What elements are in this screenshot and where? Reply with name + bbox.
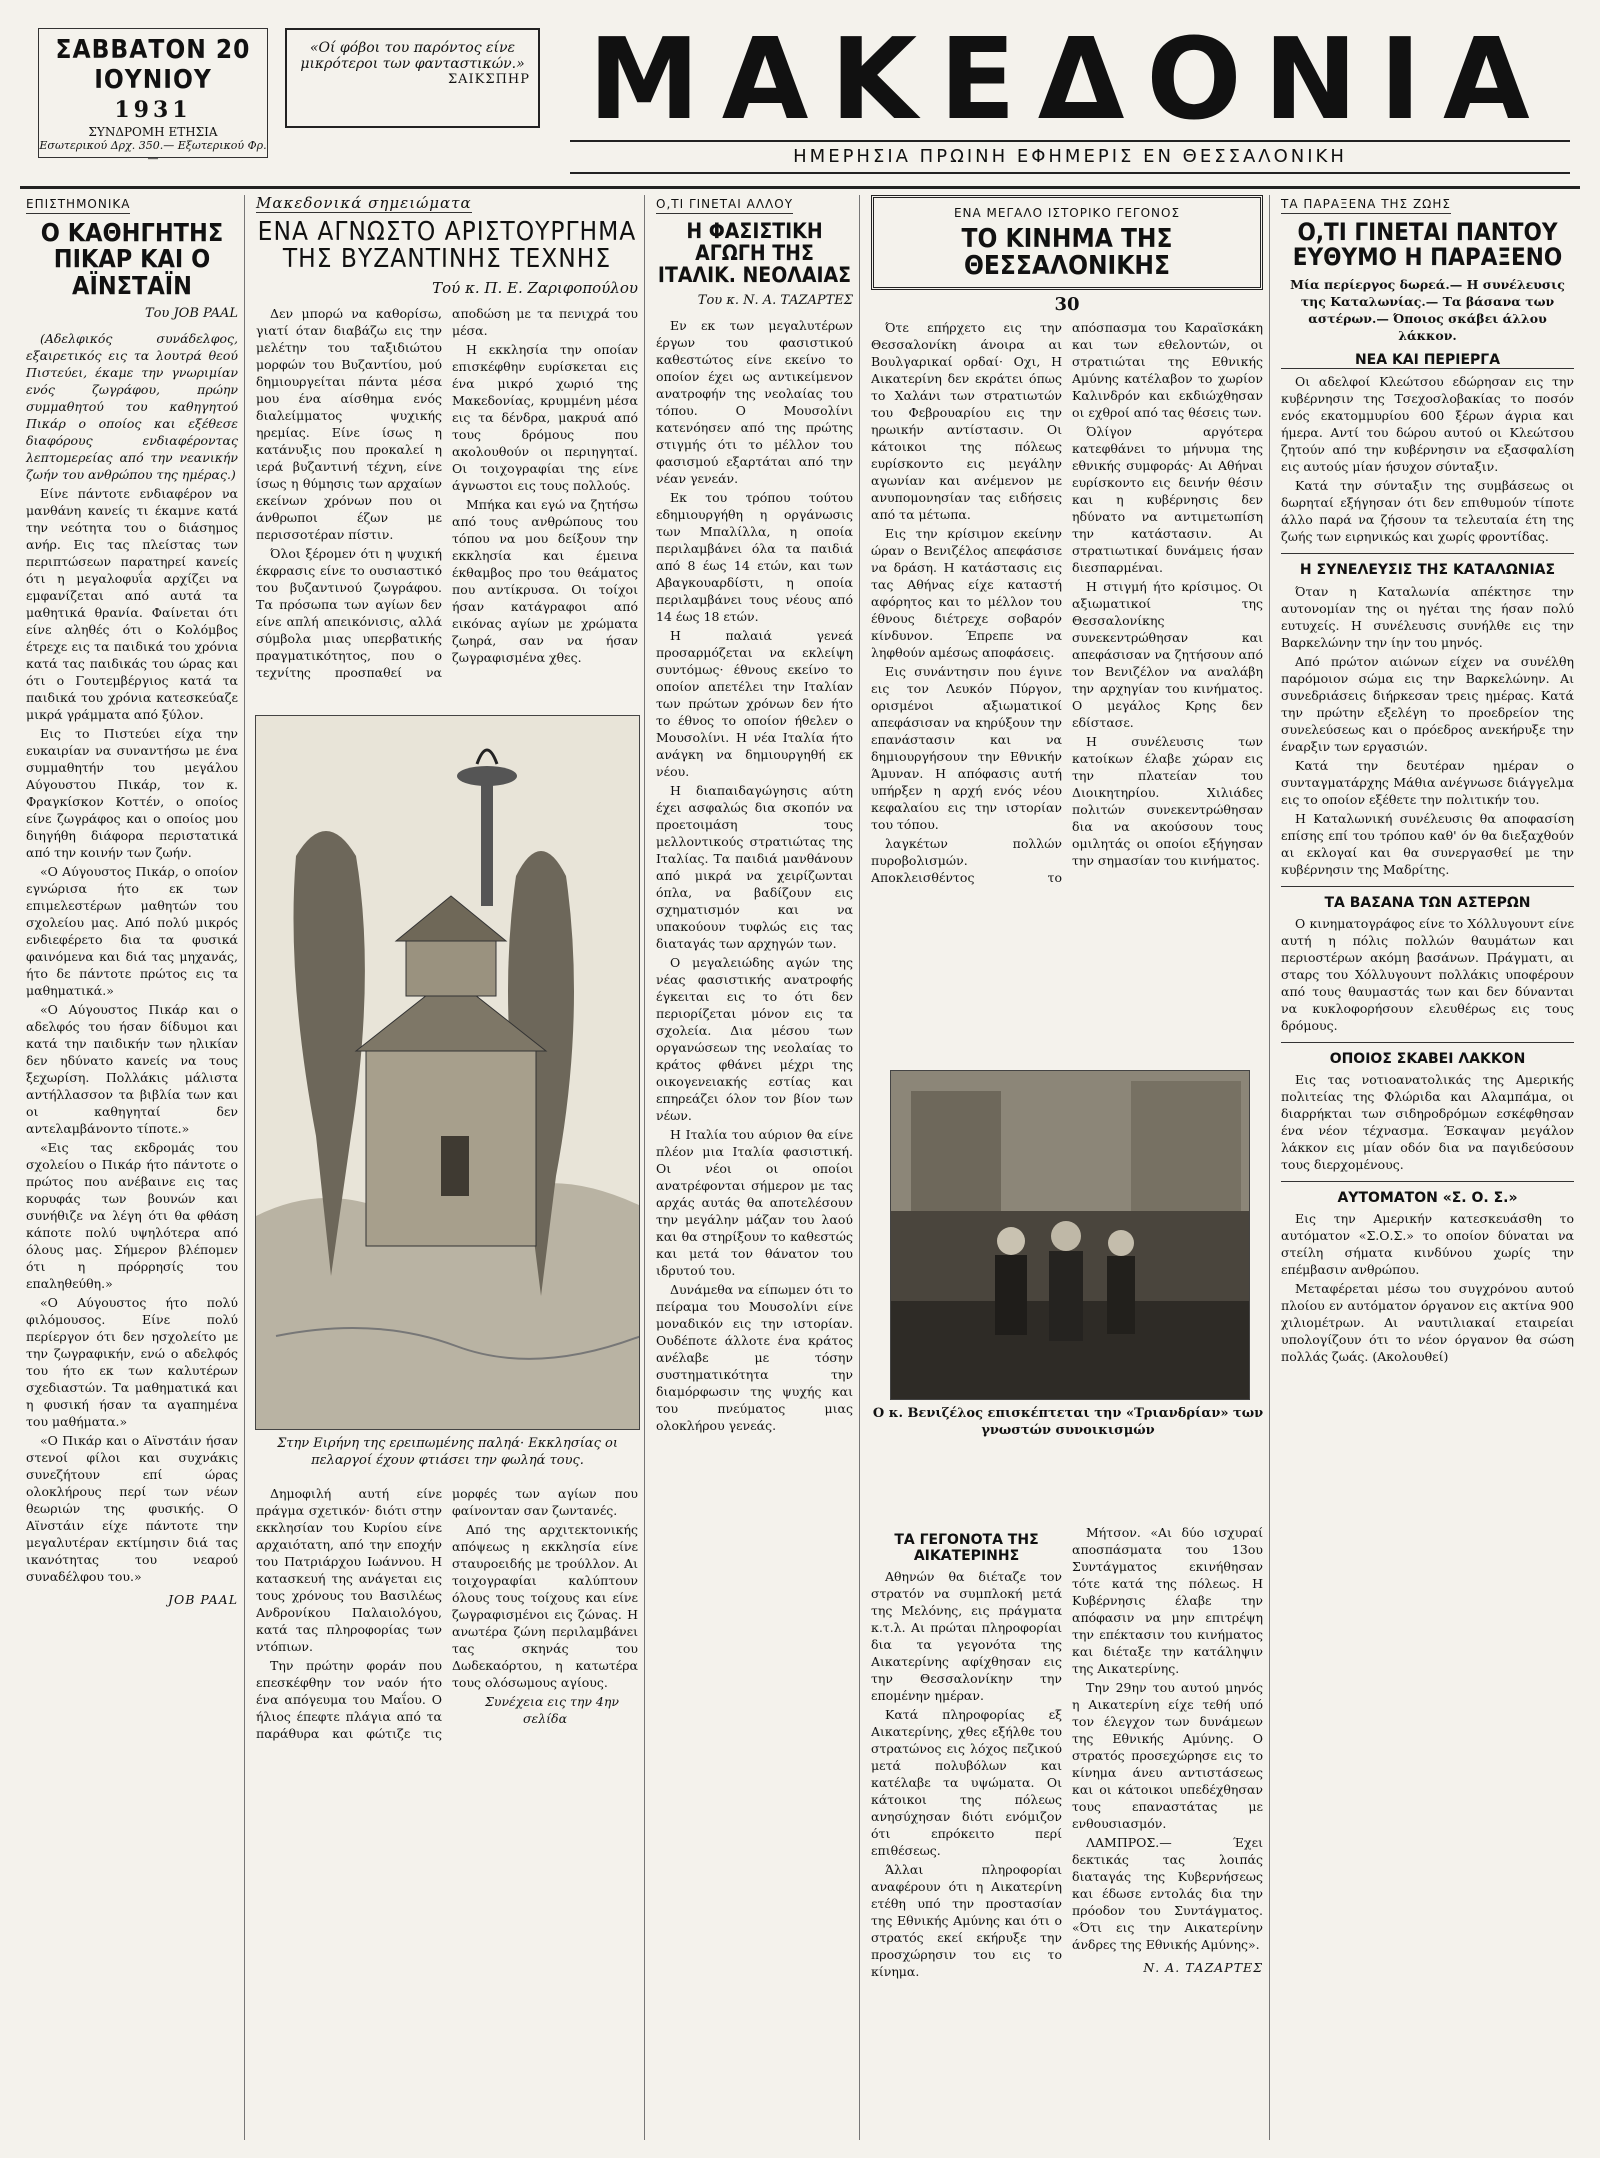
article-paragraph: Την 29ην του αυτού μηνός η Αικατερίνη είχε τεθή υπό τον έλεγχον των δυνάμεων της Εθνικής Αμύνης. Ο στρατός προσεχώρησε εις το κίνημα άνευ αντιστάσεως και οι κάτοικοι υπεδέχθησαν τους επαναστάτας με ενθουσιασμόν. [1072,1679,1263,1831]
section-kicker: Μακεδονικά σημειώματα [256,195,472,212]
newspaper-subtitle: ΗΜΕΡΗΣΙΑ ΠΡΩΙΝΗ ΕΦΗΜΕΡΙΣ ΕΝ ΘΕΣΣΑΛΟΝΙΚΗ [570,140,1570,174]
article-headline: Η ΦΑΣΙΣΤΙΚΗ ΑΓΩΓΗ ΤΗΣ ΙΤΑΛΙΚ. ΝΕΟΛΑΙΑΣ [657,219,852,288]
section-subhead: ΤΑ ΒΑΣΑΝΑ ΤΩΝ ΑΣΤΕΡΩΝ [1324,894,1531,911]
section-subhead: Η ΣΥΝΕΛΕΥΣΙΣ ΤΗΣ ΚΑΤΑΛΩΝΙΑΣ [1299,562,1556,579]
masthead-quote: «Οί φόβοι του παρόντος είνε μικρότεροι των φανταστικών.» [300,40,525,72]
section-subhead: ΤΑ ΓΕΓΟΝΟΤΑ ΤΗΣ ΑΙΚΑΤΕΡΙΝΗΣ [894,1531,1039,1564]
article-signature: Ν. Α. ΤΑΖΑΡΤΕΣ [1143,1959,1263,1975]
article-paragraph: Εις τας νοτιοανατολικάς της Αμερικής πολιτείας της Φλώριδα και Αλαμπάμα, οι διαρρήκται των σιδηροδρόμων εσκέφθησαν ένα νέον τέχνασμα. Έσκαψαν μεγάλον λάκκον εις μίαν οδόν δια να παγιδεύσουν τους διερχομένους. [1281,1071,1574,1172]
article-byline: Τού κ. Π. Ε. Ζαριφοπούλου [432,278,638,297]
article-paragraph: Η συνέλευσις των κατοίκων έλαβε χώραν εις την πλατείαν του Διοικητηρίου. Χιλιάδες πολιτών συνεκεντρώθησαν δια να ακούσουν τους ομιλητάς οι οποίοι εξήγησαν την σημασίαν του κινήματος. [1072,733,1263,868]
photo-figures-icon [891,1071,1250,1400]
article-paragraph: Η Καταλωνική συνέλευσις θα αποφασίση επίσης επί του τρόπου καθ' όν θα διεξαχθούν αι εκλογαί και θα συνεργασθεί με την κυβέρνησιν της Μαδρίτης. [1281,810,1574,877]
article-paragraph: Εις την κρίσιμον εκείνην ώραν ο Βενιζέλος απεφάσισε να δράση. Η κατάστασις εις τας Αθήνας είχε καταστή αφόρητος και το μέλλον του έθνους διέτρεχε σοβαρόν κίνδυνον. Έπρεπε να ληφθούν αμέσως αποφάσεις. [871,525,1062,660]
illustration-caption: Στην Ειρήνη της ερειπωμένης παληά· Εκκλησίας οι πελαργοί έχουν φτιάσει την φωληά τους. [277,1436,618,1468]
masthead-rule [20,186,1580,189]
article-body-bottom [871,1524,1263,2084]
article-paragraph: Η παλαιά γενεά προσαρμόζεται να εκλείψη συντόμως· έθνους εκείνο το οποίον απετέλει την Ιταλίαν των πρώτων χρόνων δεν ήτο το έθνος το οποίον ήθελεν ο Μουσολίνι. Η νέα Ιταλία ήτο ανάγκη να δημιουργηθή εκ νέου. [656,628,853,780]
article-paragraph: Η Ιταλία του αύριον θα είνε πλέον μια Ιταλία φασιστική. Οι νέοι οι οποίοι ανατρέφονται σήμερον με τας αρχάς αυτάς θα αποτελέσουν την μεγάλην μάζαν του λαού και θα στηρίξουν το καθεστώς και μετά τον θάνατον του ιδρυτού του. [656,1127,853,1279]
article-paragraph: Εις το Πιστεύει είχα την ευκαιρίαν να συναντήσω με ένα συμμαθητήν του μεγάλου Αύγουστου Πικάρ, τον κ. Φραγκίσκον Κοττέν, ο οποίος είνε ζωγράφος και ο οποίος μου διηγήθη διάφορα περιστατικά από την κοινήν των ζωήν. [26,725,238,860]
article-paragraph: Από της αρχιτεκτονικής απόψεως η εκκλησία είνε σταυροειδής με τρούλλον. Αι τοιχογραφίαι καλύπτουν όλους τους τοίχους και είνε ζωγραφισμένοι εις ζώνας. Η ανωτέρα ζώνη περιλαμβάνει τας σκηνάς του Δωδεκαόρτου, η κατωτέρα τους ολόσωμους αγίους. [452,1521,638,1690]
article-paragraph: Η διαπαιδαγώγησις αύτη έχει ασφαλώς δια σκοπόν να προετοιμάση τους μελλοντικούς στρατιώτας της Ιταλίας. Τα παιδιά μανθάνουν από μικρά να χειρίζωνται όπλα, να βαδίζουν εις σχηματισμόν και να υπακούουν τυφλώς εις τας διαταγάς των αρχηγών των. [656,783,853,952]
column-fascist-education [650,195,860,2140]
article-paragraph: «Εις τας εκδρομάς του σχολείου ο Πικάρ ήτο πάντοτε ο πρώτος που ανέβαινε εις τας κορυφάς των βουνών και συνήθιζε να λέγη ότι θα φθάση κάποτε πολύ υψηλότερα από όλους μας. Σήμερον βλέπομεν ότι η πρόρρησίς του επαληθεύθη.» [26,1139,238,1291]
article-headline: Ο ΚΑΘΗΓΗΤΗΣ ΠΙΚΑΡ ΚΑΙ Ο ΑΪΝΣΤΑΪΝ [40,218,224,300]
section-kicker: ΕΠΙΣΤΗΜΟΝΙΚΑ [26,196,130,214]
section-kicker: ΤΑ ΠΑΡΑΞΕΝΑ ΤΗΣ ΖΩΗΣ [1281,196,1451,214]
church-sketch-icon [256,716,640,1430]
section-kicker: Ο,ΤΙ ΓΙΝΕΤΑΙ ΑΛΛΟΥ [656,196,793,214]
article-paragraph: Η εκκλησία την οποίαν επισκέφθην ευρίσκεται εις ένα μικρό χωριό της Μακεδονίας, κρυμμένη μέσα εις τα δένδρα, μακρυά από τους δρόμους που ακολουθούν οι περιηγηταί. Οι τοιχογραφίαι της είνε άγνωστοι εις τους πολλούς. [452,341,638,493]
article-paragraph: Εν εκ των μεγαλυτέρων έργων του φασιστικού καθεστώτος είνε εκείνο το οποίον έχει ως αντικείμενον ανατροφήν της νεολαίας του τόπου. Ο Μουσολίνι κατενόησεν από της πρώτης στιγμής ότι το μέλλον του φασισμού εξαρτάται από την νέαν γενεάν. [656,318,853,487]
article-paragraph: Δημοφιλή αυτή είνε πράγμα σχετικόν· διότι στην εκκλησίαν του Κυρίου είνε αρχαιότατη, από την εποχήν του Πατριάρχου Ιωάννου. Η κατασκευή της ανάγεται εις τους χρόνους του Βασιλέως Ανδρονίκου Παλαιολόγου, κατά τας πληροφορίας των ντόπιων. [256,1485,442,1654]
installment-number: 30 [1054,293,1080,315]
article-paragraph: «Ο Αύγουστος ήτο πολύ φιλόμουσος. Είνε πολύ περίεργον ότι δεν ησχολείτο με την ζωγραφικήν, ενώ ο αδελφός του ήτο εκ των καλυτέρων σχεδιαστών. Τα μαθηματικά και η φυσική ήσαν τα αγαπημένα του μαθήματα.» [26,1294,238,1429]
article-paragraph: Όταν η Καταλωνία απέκτησε την αυτονομίαν της οι ηγέται της ήσαν πολύ ευτυχείς. Η συνέλευσις συνήλθε εις την Βαρκελώνην την ίην του μηνός. [1281,583,1574,650]
section-label: ΝΕΑ ΚΑΙ ΠΕΡΙΕΡΓΑ [1281,352,1574,369]
column-science [20,195,245,2140]
article-body-bottom [256,1485,638,2045]
article-lead: Μία περίεργος δωρεά.— Η συνέλευσις της Καταλωνίας.— Τα βάσανα των αστέρων.— Όποιος σκάβει άλλου λάκκον. [1290,277,1565,344]
masthead-date-box [38,28,268,165]
column-curiosities [1275,195,1580,2140]
article-paragraph: Ότε επήρχετο εις την Θεσσαλονίκη άνοιρα αι Βουλγαρικαί ορδαί· Οχι, Η Αικατερίνη δεν εκράτει όπως το Χαλάνι των στρατιωτών του Φεβρουαρίου εις την ηρωικήν αντίστασιν. Οι κάτοικοι της πόλεως ευρίσκοντο εις μεγάλην αγωνίαν και ανέμενον με ανυπομονησίαν τας ειδήσεις από τα μέτωπα. [871,319,1062,522]
newspaper-logo: ΜΑΚΕΔΟΝΙΑ [588,15,1552,145]
headline-box [871,195,1263,290]
article-paragraph: Όλίγον αργότερα κατεφθάνει το μήνυμα της εθνικής συμφοράς· Αι Αθήναι ευρίσκοντο εις δεινήν θέσιν και η κυβέρνησις δεν ηδύνατο να αντιμετωπίση την κατάστασιν. Αι στρατιωτικαί δυνάμεις ήσαν διεσπαρμέναι. [1072,423,1263,575]
article-paragraph: Όλοι ξέρομεν ότι η ψυχική έκφρασις είνε το ουσιαστικό του βυζαντινού ζωγράφου. Τα πρόσωπα των αγίων δεν είνε απλή απεικόνισις, αλλά σύμβολα μιας υπερβατικής πραγματικότητος, που ο τεχνίτης προσπαθεί να αποδώση με τα πενιχρά του μέσα. [256,305,638,680]
article-paragraph: Ο κινηματογράφος είνε το Χόλλυγουντ είνε αυτή η πόλις πολλών θαυμάτων και περιοστέρων ακόμη βασάνων. Πράγματι, αι σταρς του Χόλλυγουντ πολλάκις υποφέρουν από τους θαυμαστάς των και δεν δύνανται να κυκλοφορήσουν ελευθέρως εις τους δρόμους. [1281,915,1574,1033]
article-signature: JOB PAAL [167,1591,238,1607]
article-paragraph: Μπήκα και εγώ να ζητήσω από τους ανθρώπους του τόπου να μου δείξουν την εκκλησία και έμεινα έκθαμβος προ του θεάματος που αντίκρυσα. Οι τοίχοι ήσαν κατάγραφοι από εικόνας αγίων με χρώματα ζωηρά, σαν να ήσαν ζωγραφισμένα χθες. [452,496,638,665]
article-paragraph: Μεταφέρεται μέσω του συγχρόνου αυτού πλοίου εν αυτόματον όργανον εις ακτίνα 900 χιλιομέτρων. Αι ναυτιλιακαί εταιρείαι υπολογίζουν ότι το νέον όργανον θα σώση πολλάς ζωάς. (Ακολουθεί) [1281,1280,1574,1364]
article-paragraph: Αθηνών θα διέταζε τον στρατόν να συμπλοκή μετά της Μελόνης, εις πράγματα κ.τ.λ. Αι πρώται πληροφορίαι δια τα γεγονότα της Αικατερίνης αφίχθησαν εις την Θεσσαλονίκην την επομένην ημέραν. [871,1568,1062,1703]
article-paragraph: Εις την Αμερικήν κατεσκευάσθη το αυτόματον «Σ.Ο.Σ.» το οποίον δύναται να στείλη σήματα κινδύνου χωρίς την επέμβασιν ανθρώπου. [1281,1210,1574,1277]
section-kicker: ΕΝΑ ΜΕΓΑΛΟ ΙΣΤΟΡΙΚΟ ΓΕΓΟΝΟΣ [953,206,1181,220]
article-byline: Του κ. Ν. Α. ΤΑΖΑΡΤΕΣ [697,293,853,309]
article-paragraph: «Ο Πικάρ και ο Αϊνστάιν ήσαν στενοί φίλοι και συχνάκις συνεζήτουν επί ώρας ολοκλήρους περί των νέων θεωριών της φυσικής. Ο Αϊνστάιν είχε πάντοτε την μεγαλυτέραν εκτίμησιν διά τας ικανότητας του νεαρού συναδέλφου του.» [26,1432,238,1584]
church-illustration [255,715,640,1430]
article-paragraph: Ο μεγαλειώδης αγών της νέας φασιστικής ανατροφής έγκειται εις το ότι δεν περιορίζεται μόνον εις τα σχολεία. Δια μέσου των οργανώσεων της νεολαίας το κράτος φθάνει μέχρι της οικογενειακής εστίας και επηρεάζει όλον τον βίον των νέων. [656,955,853,1124]
article-paragraph: Η στιγμή ήτο κρίσιμος. Οι αξιωματικοί της Θεσσαλονίκης συνεκεντρώθησαν και απεφάσισαν να ζητήσουν από τον Βενιζέλον να αναλάβη την αρχηγίαν του κινήματος. Ο μεγάλος Κρης δεν εδίστασε. [1072,578,1263,730]
article-continuation: Συνέχεια εις την 4ην σελίδα [485,1693,619,1726]
article-paragraph: Δυνάμεθα να είπωμεν ότι το πείραμα του Μουσολίνι είνε μοναδικόν εις την ιστορίαν. Ουδέποτε άλλοτε ένα κράτος ανέλαβε με τόσην συστηματικότητα την διαμόρφωσιν της ψυχής και του πνεύματος μιας ολοκλήρου γενεάς. [656,1282,853,1434]
subscription-prices: Εσωτερικού Δρχ. 350.— Εξωτερικού Φρ.— [39,139,267,165]
article-paragraph: Άλλαι πληροφορίαι αναφέρουν ότι η Αικατερίνη ετέθη υπό την προστασίαν της Εθνικής Αμύνης και ότι ο στρατός εκεί εκήρυξε την προσχώρησιν του εις το κίνημα. [871,1861,1062,1979]
article-paragraph: Κατά την σύνταξιν της συμβάσεως οι δωρηταί εξήγησαν ότι δεν επιθυμούν τίποτε άλλο παρά να ζήσουν τα τελευταία έτη της ζωής των ειρηνικώς και χωρίς φροντίδας. [1281,478,1574,545]
article-headline: ΤΟ ΚΙΝΗΜΑ ΤΗΣ ΘΕΣΣΑΛΟΝΙΚΗΣ [961,224,1173,282]
article-headline: Ο,ΤΙ ΓΙΝΕΤΑΙ ΠΑΝΤΟΥ ΕΥΘΥΜΟ Η ΠΑΡΑΞΕΝΟ [1292,218,1563,272]
article-paragraph: Εις συνάντησιν που έγινε εις τον Λευκόν Πύργον, ορισμένοι αξιωματικοί απεφάσισαν να κηρύξουν την επανάστασιν και να δημιουργήσουν την Εθνικήν Άμυναν. Η απόφασις αυτή υπήρξεν η αρχή ενός νέου κεφαλαίου εις την ιστορίαν του τόπου. [871,663,1062,832]
article-body-top [256,305,638,745]
article-paragraph: Την πρώτην φοράν που επεσκέφθην τον ναόν ήτο ένα απόγευμα του Μαΐου. Ο ήλιος έπεφτε πλάγια από τα παράθυρα και φώτιζε τις μορφές των αγίων που φαίνονταν σαν ζωντανές. [256,1485,638,1741]
article-paragraph: «Ο Αύγουστος Πικάρ, ο οποίον εγνώρισα ήτο εκ των επιμελεστέρων μαθητών του σχολείου μας. Από πολύ μικρός ενδιεφέρετο δια τα φυσικά φαινόμενα και διά τας μηχανάς, ήτο δε πάντοτε πρώτος εις τα μαθηματικά.» [26,863,238,998]
venizelos-photo [890,1070,1250,1400]
article-paragraph: ΛΑΜΠΡΟΣ.— Έχει δεκτικάς τας λοιπάς διαταγάς της Κυβερνήσεως και έδωσε εντολάς δια την πρόοδον του Συντάγματος. «Ότι εις την Αικατερίνην άνδρες της Εθνικής Αμύνης». [1072,1834,1263,1952]
photo-caption: Ο κ. Βενιζέλος επισκέπτεται την «Τριανδρίαν» των γνωστών συνοικισμών [872,1406,1264,1438]
masthead-quote-author: ΣΑΙΚΣΠΗΡ [447,72,530,87]
subscription-title: ΣΥΝΔΡΟΜΗ ΕΤΗΣΙΑ [88,125,218,139]
article-headline: ΕΝΑ ΑΓΝΩΣΤΟ ΑΡΙΣΤΟΥΡΓΗΜΑ ΤΗΣ ΒΥΖΑΝΤΙΝΗΣ ΤΕΧΝΗΣ [257,217,637,275]
article-paragraph: «Ο Αύγουστος Πικάρ και ο αδελφός του ήσαν δίδυμοι και κατά την παιδικήν των ηλικίαν δεν ηδύνατο κανείς να τους ξεχωρίση. Πολλάκις μάλιστα αντήλλασσον τα βιβλία των και οι καθηγηταί δεν αντελαμβάνοντο τίποτε.» [26,1001,238,1136]
article-paragraph: Δεν μπορώ να καθορίσω, γιατί όταν διαβάζω εις την μελέτην του ταξιδιώτου μορφών του Βυζαντίου, μού δημιουργείται πάντα μέσα μου ένα αίσθημα ενός διαλείμματος ψυχικής ηρεμίας. Είνε ίσως η κατάνυξις που προκαλεί η ιερά βυζαντινή τέχνη, είνε ίσως η θύμησις των αρχαίων εκείνων χρόνων που οι άνθρωποι έζων με περισσοτέραν πίστιν. [256,305,442,542]
issue-year: 1931 [114,97,192,123]
section-subhead: ΑΥΤΟΜΑΤΟΝ «Σ. Ο. Σ.» [1337,1189,1518,1206]
article-paragraph: Από πρώτον αιώνων είχεν να συνέλθη παρόμοιον σώμα εις την Βαρκελώνην. Αι συνεδριάσεις διήρκεσαν τρεις ημέρας. Κατά την πρώτην εξελέγη το προεδρείον της συνελεύσεως και ο πρόεδρος ανεκήρυξε την έναρξιν των εργασιών. [1281,653,1574,754]
article-byline: Του JOB PAAL [144,305,238,321]
article-paragraph: Κατά πληροφορίας εξ Αικατερίνης, χθες εξήλθε του στρατώνος εις λόχος πεζικού μετά πολυβόλων και κατέλαβε τα υψώματα. Οι κάτοικοι της πόλεως ανησύχησαν διότι ενόμιζον ότι επρόκειτο περί επιθέσεως. [871,1706,1062,1858]
article-paragraph: Κατά την δευτέραν ημέραν ο συνταγματάρχης Μάθια ανέγνωσε διάγγελμα εις το οποίον εξέθετε την πολιτικήν του. [1281,757,1574,807]
article-paragraph: (Αδελφικός συνάδελφος, εξαιρετικός εις τα λουτρά θεού Πιστεύει, έκαμε την γνωριμίαν ενός ζωγράφου, πρώην συμμαθητού του καθηγητού Πικάρ ο οποίος και εξέθεσε διαφόρους ενδιαφέροντας λεπτομερείας από την νεανικήν ζωήν του ανθρώπου της ημέρας.) [26,330,238,482]
section-subhead: ΟΠΟΙΟΣ ΣΚΑΒΕΙ ΛΑΚΚΟΝ [1329,1050,1526,1067]
article-paragraph: Είνε πάντοτε ενδιαφέρον να μανθάνη κανείς τι έκαμνε κατά την νεότητα του ο διάσημος ανήρ. Εις τας πλείστας των περιπτώσεων παρατηρεί κανείς ότι η μεγαλοφυΐα αρχίζει να εμφανίζεται από αυτά τα μαθητικά θρανία. Φαίνεται ότι είνε αληθές ότι ο Κολόμβος έτρεχε εις τα παιδικά του χρόνια κατά τας παιδικάς του ώρας και ότι ο Γουτεμβέργιος κατά τα παιδικά του χρόνια κατεσκεύαζε μικρά γράμματα από ξύλον. [26,485,238,722]
masthead-quote-box [285,28,540,128]
article-paragraph: λαγκέτων πολλών πυροβολισμών. Αποκλεισθέντος το απόσπασμα του Καραϊσκάκη και των εθελοντών, οι στρατιώται της Εθνικής Αμύνης κατέλαβον το χωρίον Καλινδρόν και εκδιώχθησαν οι εχθροί από τας θέσεις των. [871,319,1263,885]
article-paragraph: Οι αδελφοί Κλεώτσου εδώρησαν εις την κυβέρνησιν της Τσεχοσλοβακίας το ποσόν ενός εκατομμυρίου 600 ξέρων άγρια και ήμερα. Αντί του δώρου αυτού οι Κλεώτσου ζητούν από την κυβέρνησιν να εξασφαλίση εις αυτούς μίαν ήσυχον σύνταξιν. [1281,374,1574,475]
issue-date: ΣΑΒΒΑΤΟΝ 20 ΙΟΥΝΙΟΥ [55,35,251,95]
article-paragraph: Εκ του τρόπου τούτου εδημιουργήθη η οργάνωσις των Μπαλίλλα, η οποία περιλαμβάνει όλα τα παιδιά από 8 έως 14 ετών, και των Αβαγκουαρδίστι, η οποία περιλαμβάνει τους νέους από 14 έως 18 ετών. [656,490,853,625]
article-paragraph: Μήτσον. «Αι δύο ισχυραί αποσπάσματα του 13ου Συντάγματος εκινήθησαν τότε κατά της πόλεως. Η Κυβέρνησις έλαβε την απόφασιν να μην επιτρέψη την επέκτασιν του κινήματος και διέταξε την κατάληψιν της Αικατερίνης. [1072,1524,1263,1676]
article-body-top [871,319,1263,1139]
